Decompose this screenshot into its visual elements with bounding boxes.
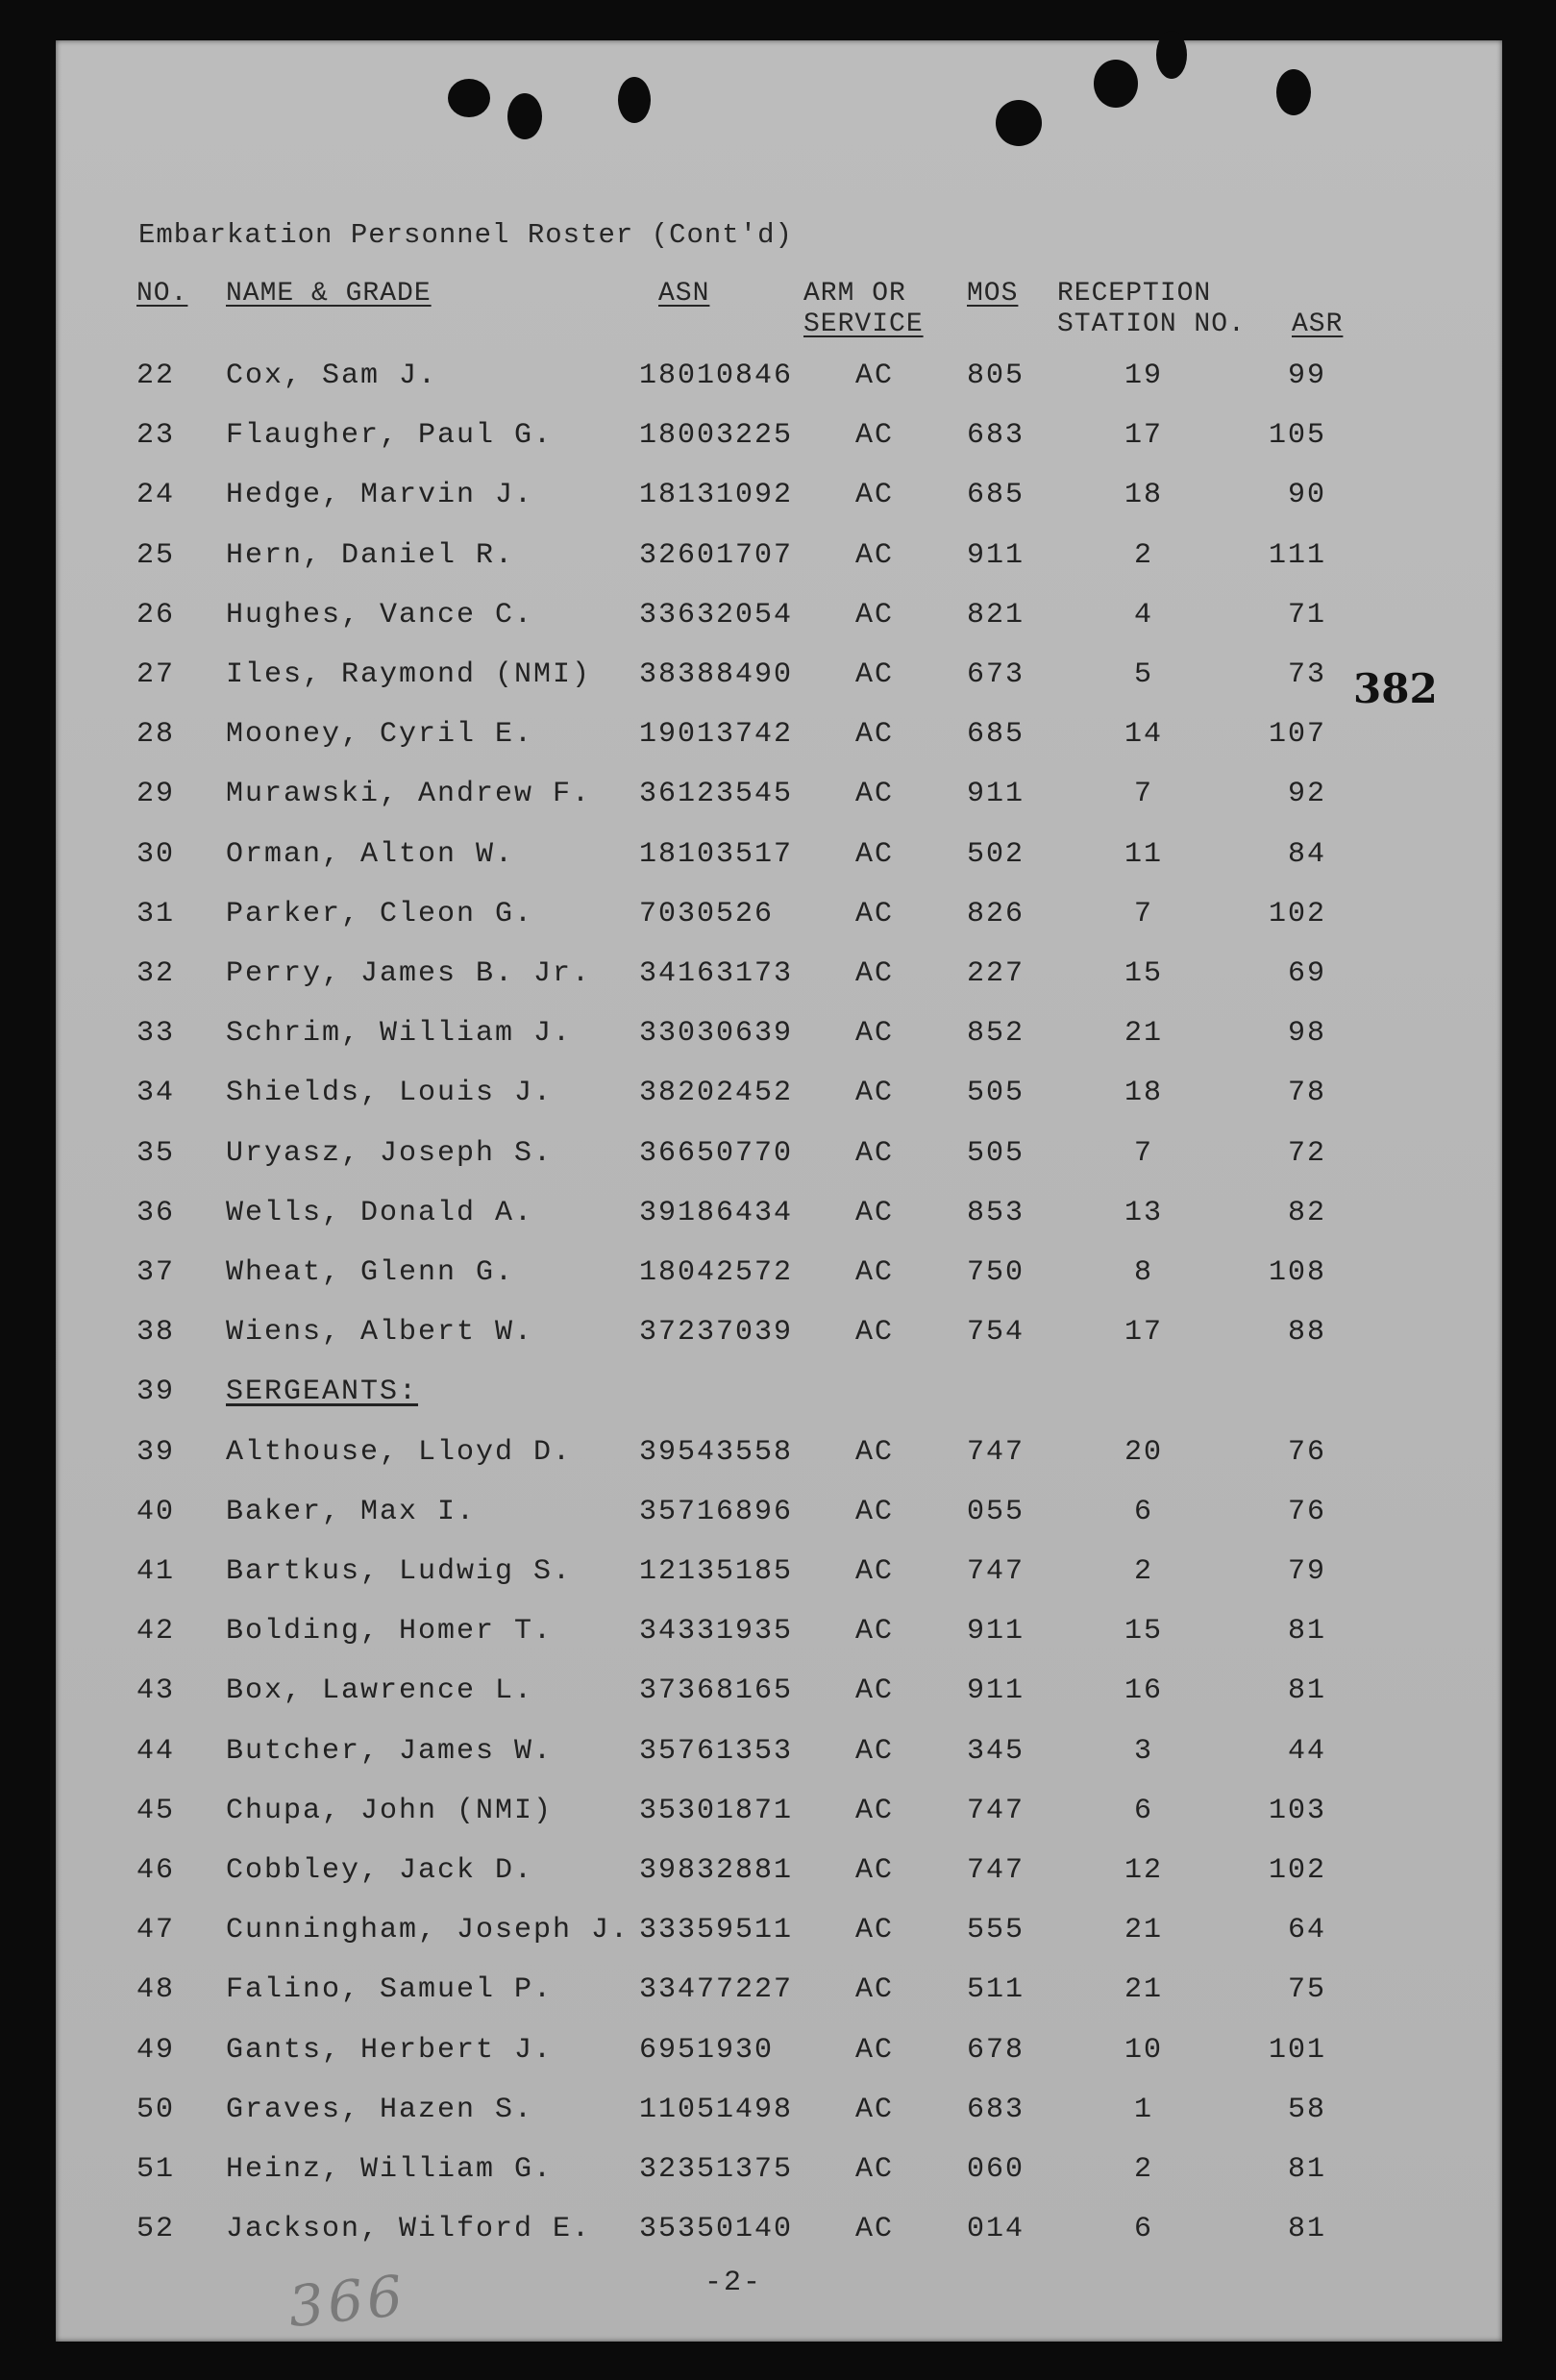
asn-cell: 18103517 xyxy=(639,838,794,871)
row-number: 50 xyxy=(136,2094,176,2126)
name-grade-cell: Schrim, William J. xyxy=(226,1017,573,1050)
table-row xyxy=(0,838,1556,877)
table-row xyxy=(0,1973,1556,2012)
asr-cell: 76 xyxy=(1287,1436,1326,1469)
mos-cell: 683 xyxy=(967,2094,1025,2126)
table-row xyxy=(0,599,1556,637)
row-number: 42 xyxy=(136,1615,176,1648)
mos-cell: 685 xyxy=(967,718,1025,751)
name-grade-cell: Hedge, Marvin J. xyxy=(226,479,534,511)
asr-cell: 102 xyxy=(1268,898,1326,930)
mos-cell: 853 xyxy=(967,1197,1025,1229)
header-arm-line2: SERVICE xyxy=(803,310,924,339)
name-grade-cell: Chupa, John (NMI) xyxy=(226,1795,554,1827)
row-number: 24 xyxy=(136,479,176,511)
table-row xyxy=(0,419,1556,458)
reception-station-cell: 19 xyxy=(1124,359,1163,392)
table-row xyxy=(0,1555,1556,1594)
asr-cell: 81 xyxy=(1287,2213,1326,2245)
row-number: 29 xyxy=(136,778,176,810)
name-grade-cell: Cox, Sam J. xyxy=(226,359,438,392)
row-number: 44 xyxy=(136,1735,176,1768)
asn-cell: 19013742 xyxy=(639,718,794,751)
asn-cell: 32601707 xyxy=(639,539,794,572)
asn-cell: 39186434 xyxy=(639,1197,794,1229)
reception-station-cell: 6 xyxy=(1133,2213,1153,2245)
mos-cell: 673 xyxy=(967,658,1025,691)
arm-service-cell: AC xyxy=(855,1316,895,1349)
row-number: 43 xyxy=(136,1674,176,1707)
asr-cell: 88 xyxy=(1287,1316,1326,1349)
asn-cell: 18131092 xyxy=(639,479,794,511)
asr-cell: 102 xyxy=(1268,1854,1326,1887)
name-grade-cell: Wells, Donald A. xyxy=(226,1197,534,1229)
reception-station-cell: 7 xyxy=(1133,898,1153,930)
arm-service-cell: AC xyxy=(855,898,895,930)
mos-cell: 911 xyxy=(967,778,1025,810)
arm-service-cell: AC xyxy=(855,2153,895,2186)
reception-station-cell: 10 xyxy=(1124,2034,1163,2067)
header-asr: ASR xyxy=(1292,310,1344,339)
asr-cell: 81 xyxy=(1287,1615,1326,1648)
arm-service-cell: AC xyxy=(855,1496,895,1528)
row-number: 39 xyxy=(136,1436,176,1469)
asn-cell: 18010846 xyxy=(639,359,794,392)
arm-service-cell: AC xyxy=(855,1137,895,1170)
arm-service-cell: AC xyxy=(855,718,895,751)
mos-cell: 747 xyxy=(967,1854,1025,1887)
asn-cell: 38202452 xyxy=(639,1077,794,1109)
asr-cell: 81 xyxy=(1287,2153,1326,2186)
asr-cell: 92 xyxy=(1287,778,1326,810)
name-grade-cell: Cobbley, Jack D. xyxy=(226,1854,534,1887)
row-number: 39 xyxy=(136,1376,176,1408)
row-number: 41 xyxy=(136,1555,176,1588)
header-mos: MOS xyxy=(967,279,1019,309)
punch-hole xyxy=(448,79,490,117)
table-row xyxy=(0,1017,1556,1055)
handwritten-note: 366 xyxy=(284,2262,409,2341)
mos-cell: 685 xyxy=(967,479,1025,511)
mos-cell: 852 xyxy=(967,1017,1025,1050)
row-number: 33 xyxy=(136,1017,176,1050)
mos-cell: 747 xyxy=(967,1436,1025,1469)
table-row xyxy=(0,778,1556,816)
arm-service-cell: AC xyxy=(855,838,895,871)
mos-cell: 826 xyxy=(967,898,1025,930)
row-number: 30 xyxy=(136,838,176,871)
arm-service-cell: AC xyxy=(855,1735,895,1768)
name-grade-cell: Hughes, Vance C. xyxy=(226,599,534,632)
mos-cell: 911 xyxy=(967,539,1025,572)
mos-cell: 911 xyxy=(967,1674,1025,1707)
mos-cell: 683 xyxy=(967,419,1025,452)
asr-cell: 82 xyxy=(1287,1197,1326,1229)
asn-cell: 39832881 xyxy=(639,1854,794,1887)
reception-station-cell: 14 xyxy=(1124,718,1163,751)
header-no: NO. xyxy=(136,279,188,309)
punch-hole xyxy=(1276,69,1311,115)
asn-cell: 35761353 xyxy=(639,1735,794,1768)
table-row xyxy=(0,1137,1556,1176)
asr-cell: 75 xyxy=(1287,1973,1326,2006)
name-grade-cell: Flaugher, Paul G. xyxy=(226,419,554,452)
asn-cell: 35301871 xyxy=(639,1795,794,1827)
stamp-number: 382 xyxy=(1353,665,1438,712)
section-heading: SERGEANTS: xyxy=(226,1376,419,1408)
reception-station-cell: 15 xyxy=(1124,1615,1163,1648)
punch-hole xyxy=(1156,31,1187,79)
table-row xyxy=(0,359,1556,398)
arm-service-cell: AC xyxy=(855,1914,895,1946)
header-reception-line1: RECEPTION xyxy=(1057,279,1212,309)
mos-cell: 505 xyxy=(967,1137,1025,1170)
table-row xyxy=(0,1316,1556,1354)
asn-cell: 38388490 xyxy=(639,658,794,691)
row-number: 46 xyxy=(136,1854,176,1887)
asr-cell: 78 xyxy=(1287,1077,1326,1109)
asn-cell: 33477227 xyxy=(639,1973,794,2006)
reception-station-cell: 18 xyxy=(1124,1077,1163,1109)
row-number: 52 xyxy=(136,2213,176,2245)
row-number: 31 xyxy=(136,898,176,930)
row-number: 34 xyxy=(136,1077,176,1109)
name-grade-cell: Wiens, Albert W. xyxy=(226,1316,534,1349)
row-number: 27 xyxy=(136,658,176,691)
mos-cell: 014 xyxy=(967,2213,1025,2245)
table-row xyxy=(0,1197,1556,1235)
reception-station-cell: 20 xyxy=(1124,1436,1163,1469)
table-row xyxy=(0,1615,1556,1653)
reception-station-cell: 1 xyxy=(1133,2094,1153,2126)
reception-station-cell: 6 xyxy=(1133,1496,1153,1528)
row-number: 51 xyxy=(136,2153,176,2186)
asr-cell: 64 xyxy=(1287,1914,1326,1946)
name-grade-cell: Jackson, Wilford E. xyxy=(226,2213,592,2245)
asr-cell: 84 xyxy=(1287,838,1326,871)
reception-station-cell: 7 xyxy=(1133,778,1153,810)
row-number: 36 xyxy=(136,1197,176,1229)
asn-cell: 18003225 xyxy=(639,419,794,452)
asr-cell: 105 xyxy=(1268,419,1326,452)
name-grade-cell: Hern, Daniel R. xyxy=(226,539,515,572)
header-arm-line1: ARM OR xyxy=(803,279,906,309)
arm-service-cell: AC xyxy=(855,1017,895,1050)
asr-cell: 79 xyxy=(1287,1555,1326,1588)
arm-service-cell: AC xyxy=(855,1973,895,2006)
asr-cell: 103 xyxy=(1268,1795,1326,1827)
arm-service-cell: AC xyxy=(855,1615,895,1648)
asr-cell: 111 xyxy=(1268,539,1326,572)
mos-cell: 805 xyxy=(967,359,1025,392)
table-row xyxy=(0,1496,1556,1534)
asr-cell: 98 xyxy=(1287,1017,1326,1050)
table-row xyxy=(0,1735,1556,1773)
table-row xyxy=(0,957,1556,996)
table-row xyxy=(0,1854,1556,1893)
name-grade-cell: Wheat, Glenn G. xyxy=(226,1256,515,1289)
page-number: -2- xyxy=(704,2267,763,2299)
section-heading-row xyxy=(0,1376,1556,1414)
asr-cell: 72 xyxy=(1287,1137,1326,1170)
table-row xyxy=(0,1674,1556,1713)
reception-station-cell: 17 xyxy=(1124,419,1163,452)
asn-cell: 12135185 xyxy=(639,1555,794,1588)
header-name-grade: NAME & GRADE xyxy=(226,279,432,309)
arm-service-cell: AC xyxy=(855,539,895,572)
name-grade-cell: Shields, Louis J. xyxy=(226,1077,554,1109)
mos-cell: 060 xyxy=(967,2153,1025,2186)
name-grade-cell: Graves, Hazen S. xyxy=(226,2094,534,2126)
asn-cell: 33359511 xyxy=(639,1914,794,1946)
arm-service-cell: AC xyxy=(855,1436,895,1469)
reception-station-cell: 3 xyxy=(1133,1735,1153,1768)
mos-cell: 055 xyxy=(967,1496,1025,1528)
arm-service-cell: AC xyxy=(855,1854,895,1887)
asr-cell: 107 xyxy=(1268,718,1326,751)
arm-service-cell: AC xyxy=(855,957,895,990)
table-row xyxy=(0,539,1556,578)
reception-station-cell: 21 xyxy=(1124,1973,1163,2006)
asn-cell: 34163173 xyxy=(639,957,794,990)
mos-cell: 227 xyxy=(967,957,1025,990)
row-number: 35 xyxy=(136,1137,176,1170)
asn-cell: 36650770 xyxy=(639,1137,794,1170)
header-asn: ASN xyxy=(658,279,710,309)
asn-cell: 18042572 xyxy=(639,1256,794,1289)
table-row xyxy=(0,1436,1556,1475)
arm-service-cell: AC xyxy=(855,2034,895,2067)
reception-station-cell: 8 xyxy=(1133,1256,1153,1289)
table-row xyxy=(0,2034,1556,2072)
table-row xyxy=(0,1795,1556,1833)
punch-hole xyxy=(618,77,651,123)
asr-cell: 108 xyxy=(1268,1256,1326,1289)
name-grade-cell: Uryasz, Joseph S. xyxy=(226,1137,554,1170)
row-number: 26 xyxy=(136,599,176,632)
row-number: 40 xyxy=(136,1496,176,1528)
mos-cell: 555 xyxy=(967,1914,1025,1946)
punch-hole xyxy=(996,100,1042,146)
arm-service-cell: AC xyxy=(855,599,895,632)
reception-station-cell: 21 xyxy=(1124,1017,1163,1050)
asr-cell: 44 xyxy=(1287,1735,1326,1768)
mos-cell: 750 xyxy=(967,1256,1025,1289)
asn-cell: 34331935 xyxy=(639,1615,794,1648)
arm-service-cell: AC xyxy=(855,1674,895,1707)
asn-cell: 6951930 xyxy=(639,2034,775,2067)
asn-cell: 35716896 xyxy=(639,1496,794,1528)
table-row xyxy=(0,2094,1556,2132)
row-number: 37 xyxy=(136,1256,176,1289)
reception-station-cell: 16 xyxy=(1124,1674,1163,1707)
table-row xyxy=(0,2153,1556,2192)
arm-service-cell: AC xyxy=(855,1197,895,1229)
mos-cell: 505 xyxy=(967,1077,1025,1109)
asn-cell: 33030639 xyxy=(639,1017,794,1050)
asn-cell: 35350140 xyxy=(639,2213,794,2245)
arm-service-cell: AC xyxy=(855,359,895,392)
asr-cell: 71 xyxy=(1287,599,1326,632)
table-row xyxy=(0,2213,1556,2251)
row-number: 22 xyxy=(136,359,176,392)
row-number: 49 xyxy=(136,2034,176,2067)
arm-service-cell: AC xyxy=(855,1256,895,1289)
name-grade-cell: Falino, Samuel P. xyxy=(226,1973,554,2006)
roster-title: Embarkation Personnel Roster (Cont'd) xyxy=(138,219,793,251)
row-number: 28 xyxy=(136,718,176,751)
name-grade-cell: Perry, James B. Jr. xyxy=(226,957,592,990)
row-number: 23 xyxy=(136,419,176,452)
asn-cell: 39543558 xyxy=(639,1436,794,1469)
reception-station-cell: 15 xyxy=(1124,957,1163,990)
name-grade-cell: Cunningham, Joseph J. xyxy=(226,1914,630,1946)
name-grade-cell: Iles, Raymond (NMI) xyxy=(226,658,592,691)
mos-cell: 678 xyxy=(967,2034,1025,2067)
reception-station-cell: 7 xyxy=(1133,1137,1153,1170)
table-row xyxy=(0,718,1556,756)
arm-service-cell: AC xyxy=(855,1555,895,1588)
header-reception-line2: STATION NO. xyxy=(1057,310,1246,339)
reception-station-cell: 2 xyxy=(1133,1555,1153,1588)
asn-cell: 37237039 xyxy=(639,1316,794,1349)
table-row xyxy=(0,898,1556,936)
row-number: 47 xyxy=(136,1914,176,1946)
reception-station-cell: 17 xyxy=(1124,1316,1163,1349)
mos-cell: 502 xyxy=(967,838,1025,871)
name-grade-cell: Parker, Cleon G. xyxy=(226,898,534,930)
asn-cell: 7030526 xyxy=(639,898,775,930)
punch-hole xyxy=(1094,60,1138,108)
asr-cell: 101 xyxy=(1268,2034,1326,2067)
row-number: 38 xyxy=(136,1316,176,1349)
mos-cell: 511 xyxy=(967,1973,1025,2006)
mos-cell: 821 xyxy=(967,599,1025,632)
reception-station-cell: 12 xyxy=(1124,1854,1163,1887)
name-grade-cell: Box, Lawrence L. xyxy=(226,1674,534,1707)
table-row xyxy=(0,1914,1556,1952)
arm-service-cell: AC xyxy=(855,658,895,691)
mos-cell: 747 xyxy=(967,1795,1025,1827)
reception-station-cell: 2 xyxy=(1133,539,1153,572)
row-number: 32 xyxy=(136,957,176,990)
reception-station-cell: 2 xyxy=(1133,2153,1153,2186)
asn-cell: 11051498 xyxy=(639,2094,794,2126)
name-grade-cell: Mooney, Cyril E. xyxy=(226,718,534,751)
asr-cell: 58 xyxy=(1287,2094,1326,2126)
arm-service-cell: AC xyxy=(855,419,895,452)
asn-cell: 37368165 xyxy=(639,1674,794,1707)
name-grade-cell: Bartkus, Ludwig S. xyxy=(226,1555,573,1588)
table-row xyxy=(0,658,1556,697)
mos-cell: 345 xyxy=(967,1735,1025,1768)
name-grade-cell: Bolding, Homer T. xyxy=(226,1615,554,1648)
name-grade-cell: Althouse, Lloyd D. xyxy=(226,1436,573,1469)
arm-service-cell: AC xyxy=(855,479,895,511)
asr-cell: 81 xyxy=(1287,1674,1326,1707)
table-row xyxy=(0,479,1556,517)
mos-cell: 754 xyxy=(967,1316,1025,1349)
asr-cell: 99 xyxy=(1287,359,1326,392)
row-number: 45 xyxy=(136,1795,176,1827)
reception-station-cell: 4 xyxy=(1133,599,1153,632)
name-grade-cell: Heinz, William G. xyxy=(226,2153,554,2186)
mos-cell: 747 xyxy=(967,1555,1025,1588)
asr-cell: 69 xyxy=(1287,957,1326,990)
name-grade-cell: Gants, Herbert J. xyxy=(226,2034,554,2067)
asn-cell: 36123545 xyxy=(639,778,794,810)
row-number: 25 xyxy=(136,539,176,572)
name-grade-cell: Butcher, James W. xyxy=(226,1735,554,1768)
reception-station-cell: 5 xyxy=(1133,658,1153,691)
arm-service-cell: AC xyxy=(855,2094,895,2126)
name-grade-cell: Baker, Max I. xyxy=(226,1496,477,1528)
asr-cell: 73 xyxy=(1287,658,1326,691)
name-grade-cell: Orman, Alton W. xyxy=(226,838,515,871)
asn-cell: 32351375 xyxy=(639,2153,794,2186)
reception-station-cell: 18 xyxy=(1124,479,1163,511)
arm-service-cell: AC xyxy=(855,2213,895,2245)
table-row xyxy=(0,1077,1556,1115)
reception-station-cell: 6 xyxy=(1133,1795,1153,1827)
asr-cell: 90 xyxy=(1287,479,1326,511)
reception-station-cell: 21 xyxy=(1124,1914,1163,1946)
row-number: 48 xyxy=(136,1973,176,2006)
arm-service-cell: AC xyxy=(855,1077,895,1109)
reception-station-cell: 11 xyxy=(1124,838,1163,871)
name-grade-cell: Murawski, Andrew F. xyxy=(226,778,592,810)
mos-cell: 911 xyxy=(967,1615,1025,1648)
reception-station-cell: 13 xyxy=(1124,1197,1163,1229)
asn-cell: 33632054 xyxy=(639,599,794,632)
table-row xyxy=(0,1256,1556,1295)
punch-hole xyxy=(507,93,542,139)
asr-cell: 76 xyxy=(1287,1496,1326,1528)
arm-service-cell: AC xyxy=(855,778,895,810)
arm-service-cell: AC xyxy=(855,1795,895,1827)
